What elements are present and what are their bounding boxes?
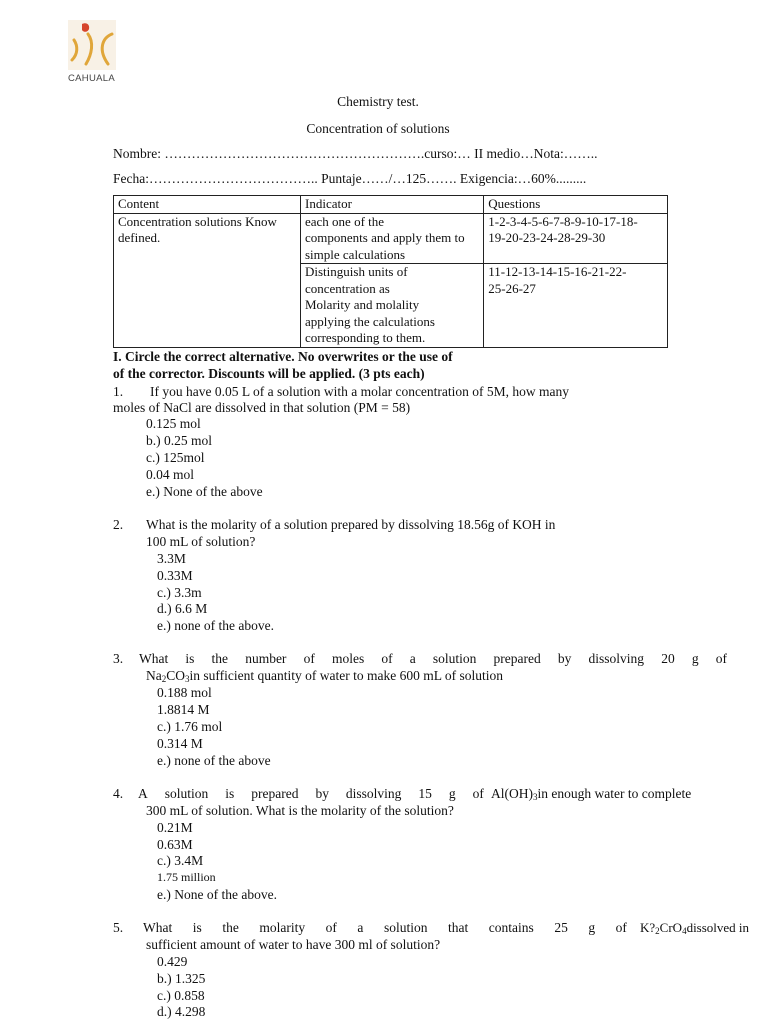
word: of [325, 920, 337, 935]
word: of [615, 920, 627, 935]
word: solution [383, 920, 428, 935]
header-indicator: Indicator [301, 196, 484, 214]
questions-cell-1 [484, 213, 668, 264]
questions-cell-2 [484, 264, 668, 348]
content-text: Concentration solutions Know defined. [118, 213, 277, 245]
questions-line: 1-2-3-4-5-6-7-8-9-10-17-18- [488, 213, 638, 229]
page-subtitle: Concentration of solutions [306, 121, 450, 136]
word: by [315, 786, 329, 801]
word: dissolving [588, 651, 645, 666]
word: solution [432, 651, 477, 666]
formula: K? [640, 920, 656, 935]
question-4-rest: in enough water to complete [537, 786, 692, 801]
question-4-text: 300 mL of solution. What is the molarity of the solution? [146, 803, 454, 818]
option[interactable]: e.) None of the above [146, 484, 263, 499]
option[interactable]: 1.75 million [157, 870, 216, 884]
option[interactable]: c.) 3.3m [157, 585, 202, 600]
question-3-number: 3. [113, 651, 124, 666]
indicator-line: Distinguish units of [305, 264, 408, 279]
word: moles [331, 651, 365, 666]
option[interactable]: e.) None of the above. [157, 887, 277, 902]
question-2-text: 100 mL of solution? [146, 534, 256, 549]
formula: Al(OH) [491, 786, 533, 801]
option[interactable]: 0.21M [157, 820, 193, 835]
instructions-line: of the corrector. Discounts will be applied. (3 pts each) [113, 366, 425, 381]
question-4-number: 4. [113, 786, 124, 801]
subscript: 2 [161, 674, 167, 684]
question-2-text: What is the molarity of a solution prepared by dissolving 18.56g of KOH in [146, 517, 556, 532]
word: a [409, 651, 416, 666]
word: of [715, 651, 727, 666]
subscript: 4 [682, 926, 687, 936]
option[interactable]: e.) none of the above [157, 753, 271, 768]
school-logo-icon [68, 20, 116, 70]
indicator-line: Molarity and molality [305, 297, 420, 312]
word: is [185, 651, 195, 666]
word: dissolving [345, 786, 402, 801]
question-1-text: If you have 0.05 L of a solution with a molar concentration of 5M, how many [150, 384, 570, 399]
option[interactable]: 0.63M [157, 837, 193, 852]
question-4-text [491, 786, 691, 802]
word: What [143, 920, 173, 935]
school-logo [68, 20, 120, 84]
formula: Na [146, 668, 162, 683]
word: of [303, 651, 315, 666]
word: g [588, 920, 596, 935]
question-3-rest: in sufficient quantity of water to make 600 mL of solution [189, 668, 503, 683]
option[interactable]: 0.33M [157, 568, 193, 583]
option[interactable]: c.) 3.4M [157, 853, 204, 868]
option[interactable]: 0.04 mol [146, 467, 195, 482]
option[interactable]: d.) 6.6 M [157, 601, 208, 616]
table-header-row [114, 196, 668, 214]
option[interactable]: 0.188 mol [157, 685, 212, 700]
word: is [192, 920, 202, 935]
word: that [448, 920, 469, 935]
school-name: CAHUALA [68, 73, 115, 84]
word: g [448, 786, 456, 801]
word: molarity [259, 920, 306, 935]
word: solution [164, 786, 209, 801]
word: 25 [554, 920, 568, 935]
formula: CrO [659, 920, 683, 935]
word: contains [488, 920, 534, 935]
option[interactable]: 0.314 M [157, 736, 203, 751]
question-2-number: 2. [113, 517, 124, 532]
word: is [225, 786, 235, 801]
option[interactable]: 0.125 mol [146, 416, 201, 431]
question-4-text [138, 786, 484, 802]
indicator-line: corresponding to them. [305, 330, 426, 345]
option[interactable]: d.) 4.298 [157, 1004, 206, 1019]
formula: CO [166, 668, 186, 683]
question-1-text: moles of NaCl are dissolved in that solution (PM = 58) [113, 400, 411, 415]
header-content: Content [114, 196, 301, 214]
nombre-line: Nombre: ………………………………………………….curso:… II medio…Nota:…….. [113, 146, 598, 161]
word: prepared [251, 786, 299, 801]
word: What [139, 651, 169, 666]
instructions-line: I. Circle the correct alternative. No overwrites or the use of [113, 349, 453, 364]
word: of [381, 651, 393, 666]
indicator-line: components and apply them to [305, 230, 465, 245]
word: a [357, 920, 364, 935]
indicator-cell-2 [301, 264, 484, 348]
header-questions: Questions [484, 196, 668, 214]
content-cell [114, 213, 301, 347]
questions-line: 11-12-13-14-15-16-21-22- [488, 264, 627, 279]
option[interactable]: b.) 1.325 [157, 971, 206, 986]
question-5-text [143, 920, 627, 936]
indicator-cell-1 [301, 213, 484, 264]
word: A [138, 786, 148, 801]
option[interactable]: c.) 0.858 [157, 988, 205, 1003]
option[interactable]: 1.8814 M [157, 702, 210, 717]
word: g [691, 651, 699, 666]
subscript: 3 [185, 674, 190, 684]
option[interactable]: e.) none of the above. [157, 618, 274, 633]
subscript: 2 [655, 926, 660, 936]
indicator-line: each one of the [305, 213, 385, 229]
fecha-line: Fecha:……………………………….. Puntaje……/…125……. Exigencia:…60%......... [113, 171, 587, 186]
question-5-text [640, 920, 749, 936]
option[interactable]: 3.3M [157, 551, 186, 566]
word: prepared [493, 651, 541, 666]
word: 15 [418, 786, 432, 801]
questions-line: 19-20-23-24-28-29-30 [488, 230, 606, 245]
word: the [222, 920, 239, 935]
option[interactable]: c.) 1.76 mol [157, 719, 223, 734]
option[interactable]: c.) 125mol [146, 450, 205, 465]
indicator-table [113, 195, 668, 348]
question-5-rest: dissolved in [686, 920, 750, 935]
word: by [557, 651, 572, 666]
word: the [211, 651, 229, 666]
indicator-line: simple calculations [305, 246, 406, 262]
question-3-text [139, 651, 727, 667]
option[interactable]: b.) 0.25 mol [146, 433, 212, 448]
indicator-line: concentration as [305, 280, 390, 296]
questions-line: 25-26-27 [488, 280, 536, 296]
question-5-text: sufficient amount of water to have 300 ml of solution? [146, 937, 441, 952]
option[interactable]: 0.429 [157, 954, 188, 969]
word: 20 [661, 651, 675, 666]
indicator-line: applying the calculations [305, 313, 435, 329]
question-5-number: 5. [113, 920, 124, 935]
word: of [472, 786, 484, 801]
question-1-number: 1. [113, 384, 124, 399]
page-title: Chemistry test. [337, 94, 419, 109]
word: number [245, 651, 287, 666]
table-row [114, 213, 668, 264]
subscript: 3 [533, 792, 538, 802]
question-3-text [146, 668, 503, 684]
